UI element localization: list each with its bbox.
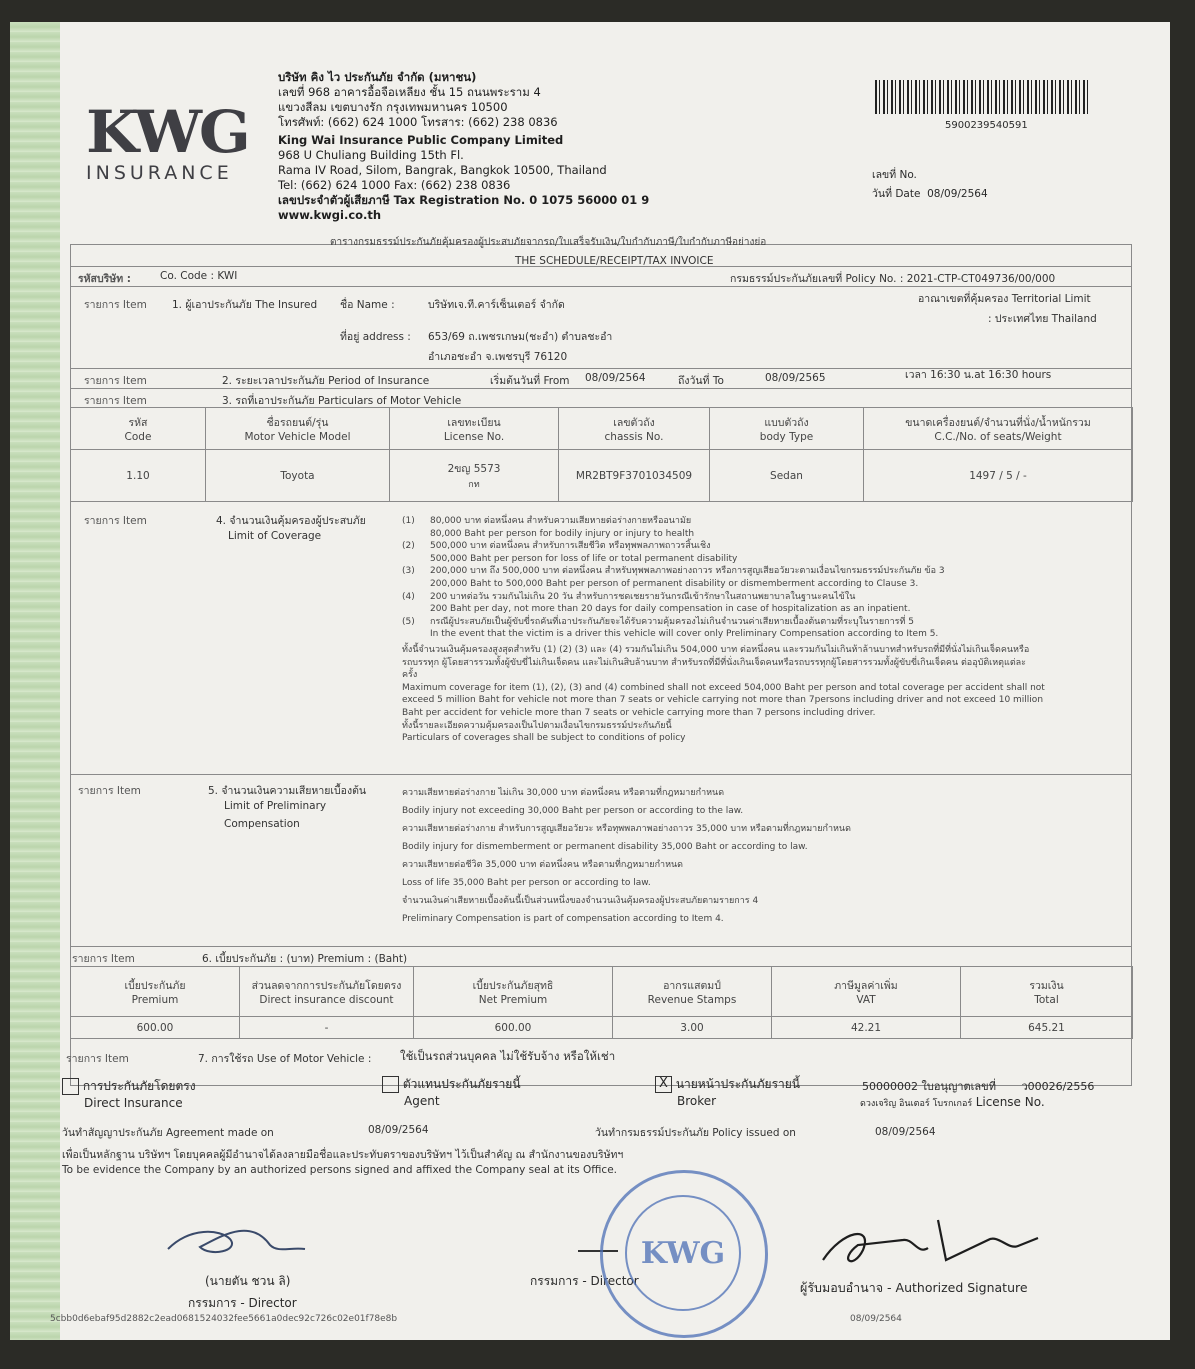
date-value: 08/09/2564 [927,188,988,200]
broker-license [862,1077,1094,1110]
vehicle-body-type: Sedan [710,450,864,502]
period-from-label: เริ่มต้นวันที่ From [490,375,570,387]
director-1-name: (นายตัน ชวน ลิ) [205,1274,291,1288]
vehicle-chassis: MR2BT9F3701034509 [559,450,710,502]
vat-value: 42.21 [772,1017,961,1039]
footer-hash: 5cbb0d6ebaf95d2882c2ead0681524032fee5661a0dec92c726c02e01f78e8b [50,1314,398,1324]
net-premium-header: เบี้ยประกันภัยสุทธิ Net Premium [414,967,613,1017]
company-address-en-1: 968 U Chuliang Building 15th Fl. [278,148,464,162]
coverage-label: 4. จำนวนเงินคุ้มครองผู้ประสบภัย [216,515,366,527]
item-label-4: รายการ Item [84,515,147,527]
prelim-label-en-2: Compensation [224,818,300,830]
direct-checkbox [62,1078,79,1095]
broker-checkbox: X [655,1076,672,1093]
license-label-en: License No. [975,1095,1045,1109]
prelim-label-en-1: Limit of Preliminary [224,800,327,812]
company-header [278,70,649,223]
insured-address-1: 653/69 ถ.เพชรเกษม(ชะอำ) ตำบลชะอำ [428,331,613,343]
direct-label-en: Direct Insurance [84,1096,183,1110]
period-label: 2. ระยะเวลาประกันภัย Period of Insurance [222,375,430,387]
company-logo [86,98,248,184]
company-address-th-2: แขวงสีลม เขตบางรัก กรุงเทพมหานคร 10500 [278,100,508,114]
vehicle-header-model: ชื่อรถยนต์/รุ่น Motor Vehicle Model [206,408,390,450]
item-label-5: รายการ Item [78,785,141,797]
company-address-en-2: Rama IV Road, Silom, Bangrak, Bangkok 10500, Thailand [278,163,607,177]
insured-address-2: อำเภอชะอำ จ.เพชรบุรี 76120 [428,351,568,363]
vehicle-code: 1.10 [71,450,206,502]
net-premium-value: 600.00 [414,1017,613,1039]
logo-mark: KWG [86,98,248,166]
territory-value: : ประเทศไทย Thailand [988,313,1097,325]
address-label: ที่อยู่ address : [340,331,411,343]
date-label: วันที่ Date [872,188,921,200]
insured-name: บริษัทเจ.ที.คาร์เซ็นเตอร์ จำกัด [428,299,565,311]
agent-checkbox [382,1076,399,1093]
broker-option [655,1075,800,1108]
evidence-th: เพื่อเป็นหลักฐาน บริษัทฯ โดยบุคคลผู้มีอำนาจได้ลงลายมือชื่อและประทับตราของบริษัทฯ ไว้เป็นสำคัญ ณ สำนักงานของบริษัทฯ [62,1149,624,1161]
company-code-label: รหัสบริษัท : [78,273,131,285]
item-label-2: รายการ Item [84,375,147,387]
premium-table [70,966,1133,1039]
policy-issued-date: 08/09/2564 [875,1126,936,1138]
company-phone-th: โทรศัพท์: (662) 624 1000 โทรสาร: (662) 238 0836 [278,115,558,129]
license-number: ว00026/2556 [1021,1080,1095,1093]
footer-date: 08/09/2564 [850,1314,902,1324]
vehicle-header-code: รหัส Code [71,408,206,450]
stamps-header: อากรแสตมป์ Revenue Stamps [613,967,772,1017]
discount-header: ส่วนลดจากการประกันภัยโดยตรง Direct insurance discount [240,967,414,1017]
evidence-en: To be evidence the Company by an authorized persons signed and affixed the Company seal at its Office. [62,1164,617,1176]
agent-option [382,1075,521,1108]
agreement-made-date: 08/09/2564 [368,1124,429,1136]
authorized-signature [818,1210,1048,1280]
policy-number: กรมธรรม์ประกันภัยเลขที่ Policy No. : 2021-CTP-CT049736/00/000 [730,273,1056,285]
premium-value: 600.00 [71,1017,240,1039]
direct-label-th: การประกันภัยโดยตรง [82,1079,196,1093]
company-seal [600,1170,768,1338]
vehicle-cc: 1497 / 5 / - [864,450,1133,502]
prelim-label: 5. จำนวนเงินความเสียหายเบื้องต้น [208,785,367,797]
direct-insurance-option [62,1077,196,1110]
insured-name-label: ชื่อ Name : [340,299,395,311]
total-header: รวมเงิน Total [961,967,1133,1017]
premium-label: 6. เบี้ยประกันภัย : (บาท) Premium : (Baht) [202,953,408,965]
date-field [872,185,988,202]
agent-label-th: ตัวแทนประกันภัยรายนี้ [402,1077,521,1091]
use-value: ใช้เป็นรถส่วนบุคคล ไม่ใช้รับจ้าง หรือให้เช่า [400,1049,616,1063]
item-label-3: รายการ Item [84,395,147,407]
insured-label: 1. ผู้เอาประกันภัย The Insured [172,299,318,311]
broker-label-en: Broker [677,1094,717,1108]
company-code-value: Co. Code : KWI [160,270,238,282]
company-seal-mark: KWG [625,1195,741,1311]
agent-label-en: Agent [404,1094,440,1108]
schedule-title-en: THE SCHEDULE/RECEIPT/TAX INVOICE [515,255,714,267]
coverage-lines: (1) 80,000 บาท ต่อหนึ่งคน สำหรับความเสียหายต่อร่างกายหรืออนามัย 80,000 Baht per person for bodily injury or injury to health (2) 500,000 บาท ต่อหนึ่งคน สำหรับการเสียชีวิต หรือทุพพลภาพถาวรสิ้นเชิง 500,000 Baht per person for loss of life or total permanent disability (3) 200,000 บาท ถึง 500,000 บาท ต่อหนึ่งคน สำหรับทุพพลภาพอย่างถาวร หรือการสูญเสียอวัยวะตามเงื่อนไขกรมธรรม์ประกันภัย ข้อ 3 200,000 Baht to 500,000 Baht per person of permanent disability or dismemberment according to Clause 3. (4) 200 บาทต่อวัน รวมกันไม่เกิน 20 วัน สำหรับการชดเชยรายวันกรณีเข้ารักษาในสถานพยาบาลในฐานะคนไข้ใน 200 Baht per day, not more than 20 days for daily compensation in case of hospitalization as an inpatient. (5) กรณีผู้ประสบภัยเป็นผู้ขับขี่รถคันที่เอาประกันภัยจะได้รับความคุ้มครองไม่เกินจำนวนค่าเสียหายเบื้องต้นตามที่ระบุในรายการที่ 5 In the event that the victim is a driver this vehicle will cover only Preliminary Compensation according to Item 5. [402,516,945,640]
vehicle-header-license: เลขทะเบียน License No. [390,408,559,450]
vehicle-province: กท [468,480,480,490]
period-time: เวลา 16:30 น.at 16:30 hours [905,369,1052,381]
doc-number-label: เลขที่ No. [872,169,917,181]
vehicle-table [70,407,1133,502]
license-code: 50000002 [862,1080,918,1093]
tax-registration: เลขประจำตัวผู้เสียภาษี Tax Registration No. 0 1075 56000 01 9 [278,193,650,207]
broker-label-th: นายหน้าประกันภัยรายนี้ [675,1077,800,1091]
green-security-stripe [10,22,60,1340]
schedule-title-th: ตารางกรมธรรม์ประกันภัยคุ้มครองผู้ประสบภัยจากรถ/ใบเสร็จรับเงิน/ใบกำกับภาษี/ใบกำกับภาษีอย่างย่อ [330,237,767,248]
policy-document [10,22,1170,1340]
logo-subtitle: INSURANCE [86,162,233,184]
vehicle-license: 2ขญ 5573 กท [390,450,559,502]
vehicle-header-body: แบบตัวถัง body Type [710,408,864,450]
company-name-en: King Wai Insurance Public Company Limited [278,133,564,147]
item-label-1: รายการ Item [84,299,147,311]
vehicle-model: Toyota [206,450,390,502]
policy-issued-label: วันทำกรมธรรม์ประกันภัย Policy issued on [595,1127,796,1139]
coverage-notes: ทั้งนี้จำนวนเงินคุ้มครองสูงสุดสำหรับ (1) (2) (3) และ (4) รวมกันไม่เกิน 504,000 บาท ต่อหนึ่งคน และรวมกันไม่เกินห้าล้านบาทสำหรับรถที่มีที่นั่งไม่เกินเจ็ดคนหรือ รถบรรทุก ผู้โดยสารรวมทั้งผู้ขับขี่ไม่เกินเจ็ดคน และไม่เกินสิบล้านบาท สำหรับรถที่มีที่นั่งเกินเจ็ดคนหรือรถบรรทุกผู้โดยสารรวมทั้งผู้ขับขี่เกินเจ็ดคน ต่ออุบัติเหตุแต่ละ ครั้ง Maximum coverage for item (1), (2), (3) and (4) combined shall not exceed 504,000 Baht per person and total coverage per accident shall not exceed 5 million Baht for vehicle not more than 7 seats or vehicle carrying not more than 7persons including driver and not exceed 10 million Baht per accident for vehicle more than 7 seats or vehicle carrying more than 7 persons including driver. ทั้งนี้รายละเอียดความคุ้มครองเป็นไปตามเงื่อนไขกรมธรรม์ประกันภัยนี้ Particulars of coverages shall be subject to conditions of policy [402,645,1045,744]
broker-name: ดวงเจริญ อินเตอร์ โบรกเกอร์ [860,1099,973,1109]
stamps-value: 3.00 [613,1017,772,1039]
vehicle-header-chassis: เลขตัวถัง chassis No. [559,408,710,450]
item-label-7: รายการ Item [66,1053,129,1065]
vehicle-header-cc: ขนาดเครื่องยนต์/จำนวนที่นั่ง/น้ำหนักรวม C.C./No. of seats/Weight [864,408,1133,450]
coverage-label-en: Limit of Coverage [228,530,322,542]
period-to-label: ถึงวันที่ To [678,375,724,387]
prelim-lines: ความเสียหายต่อร่างกาย ไม่เกิน 30,000 บาท ต่อหนึ่งคน หรือตามที่กฎหมายกำหนด Bodily injury not exceeding 30,000 Baht per person or according to the law. ความเสียหายต่อร่างกาย สำหรับการสูญเสียอวัยวะ หรือทุพพลภาพอย่างถาวร 35,000 บาท หรือตามที่กฎหมายกำหนด Bodily injury for dismemberment or permanent disability 35,000 Baht or according to law. ความเสียหายต่อชีวิต 35,000 บาท ต่อหนึ่งคน หรือตามที่กฎหมายกำหนด Loss of life 35,000 Baht per person or according to law. จำนวนเงินค่าเสียหายเบื้องต้นนี้เป็นส่วนหนึ่งของจำนวนเงินคุ้มครองผู้ประสบภัยตามรายการ 4 Preliminary Compensation is part of compensation according to Item 4. [402,788,851,924]
item-label-6: รายการ Item [72,953,135,965]
company-website: www.kwgi.co.th [278,208,382,222]
vat-header: ภาษีมูลค่าเพิ่ม VAT [772,967,961,1017]
territory-label: อาณาเขตที่คุ้มครอง Territorial Limit [918,293,1091,305]
company-name-th: บริษัท คิง ไว ประกันภัย จำกัด (มหาชน) [278,70,477,84]
discount-value: - [240,1017,414,1039]
premium-header: เบี้ยประกันภัย Premium [71,967,240,1017]
total-value: 645.21 [961,1017,1133,1039]
authorized-title: ผู้รับมอบอำนาจ - Authorized Signature [800,1280,1028,1295]
agreement-made-label: วันทำสัญญาประกันภัย Agreement made on [62,1127,274,1139]
use-label: 7. การใช้รถ Use of Motor Vehicle : [198,1053,372,1065]
period-from: 08/09/2564 [585,372,646,384]
director-2-title: กรรมการ - Director [530,1274,639,1288]
company-phone-en: Tel: (662) 624 1000 Fax: (662) 238 0836 [278,178,511,192]
vehicle-label: 3. รถที่เอาประกันภัย Particulars of Motor Vehicle [222,395,462,407]
barcode [875,80,1090,114]
director-signature-1 [160,1207,310,1267]
company-address-th-1: เลขที่ 968 อาคารอื้อจือเหลียง ชั้น 15 ถนนพระราม 4 [278,85,541,99]
barcode-number: 5900239540591 [945,120,1028,131]
license-label-th: ใบอนุญาตเลขที่ [921,1080,996,1093]
director-1-title: กรรมการ - Director [188,1296,297,1310]
period-to: 08/09/2565 [765,372,826,384]
